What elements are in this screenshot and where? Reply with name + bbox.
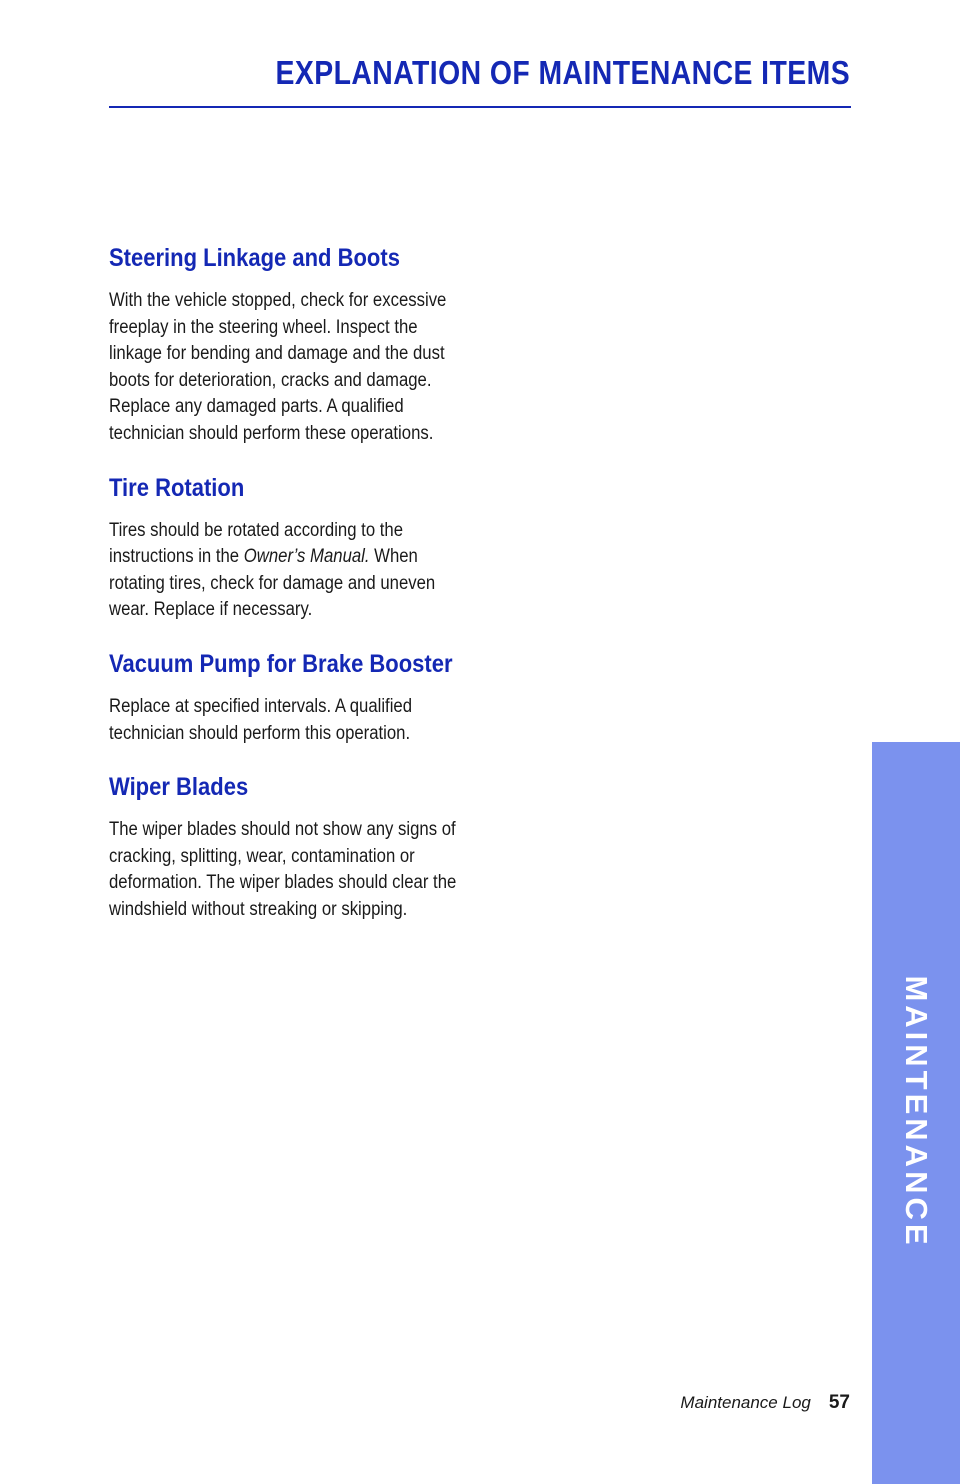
section-vacuum-pump bbox=[109, 646, 549, 747]
section-body: The wiper blades should not show any signs of cracking, splitting, wear, contamination or deformation. The wiper blades should clear the windshield without streaking or skipping. bbox=[109, 819, 457, 920]
section-heading: Vacuum Pump for Brake Booster bbox=[109, 649, 453, 678]
section-body: Replace at specified intervals. A qualified technician should perform this operation. bbox=[109, 695, 413, 744]
section-steering-linkage bbox=[109, 240, 549, 448]
page-footer bbox=[680, 1392, 850, 1414]
section-wiper-blades bbox=[109, 769, 549, 923]
main-content bbox=[109, 240, 549, 946]
section-body bbox=[109, 518, 461, 624]
page-number: 57 bbox=[828, 1392, 850, 1413]
footer-section-name: Maintenance Log bbox=[680, 1393, 811, 1412]
owners-manual-reference: Owner’s Manual. bbox=[243, 546, 370, 568]
section-heading: Tire Rotation bbox=[109, 473, 245, 502]
page-title: EXPLANATION OF MAINTENANCE ITEMS bbox=[275, 54, 850, 91]
section-body: With the vehicle stopped, check for excessive freeplay in the steering wheel. Inspect the linkage for bending and damage and the dust boots for deterioration, cracks and damage. Replace any damaged parts. A qualified technician should perform these operations. bbox=[109, 290, 447, 444]
side-tab-label: MAINTENANCE bbox=[899, 975, 934, 1249]
side-tab-maintenance bbox=[872, 742, 960, 1484]
section-heading: Wiper Blades bbox=[109, 773, 249, 802]
body-text: Tires should be rotated according to the instructions in the bbox=[109, 519, 404, 568]
section-tire-rotation bbox=[109, 470, 549, 624]
body-text: When rotating tires, check for damage and uneven wear. Replace if necessary. bbox=[109, 546, 436, 621]
header-divider bbox=[109, 106, 851, 108]
section-heading: Steering Linkage and Boots bbox=[109, 244, 400, 272]
